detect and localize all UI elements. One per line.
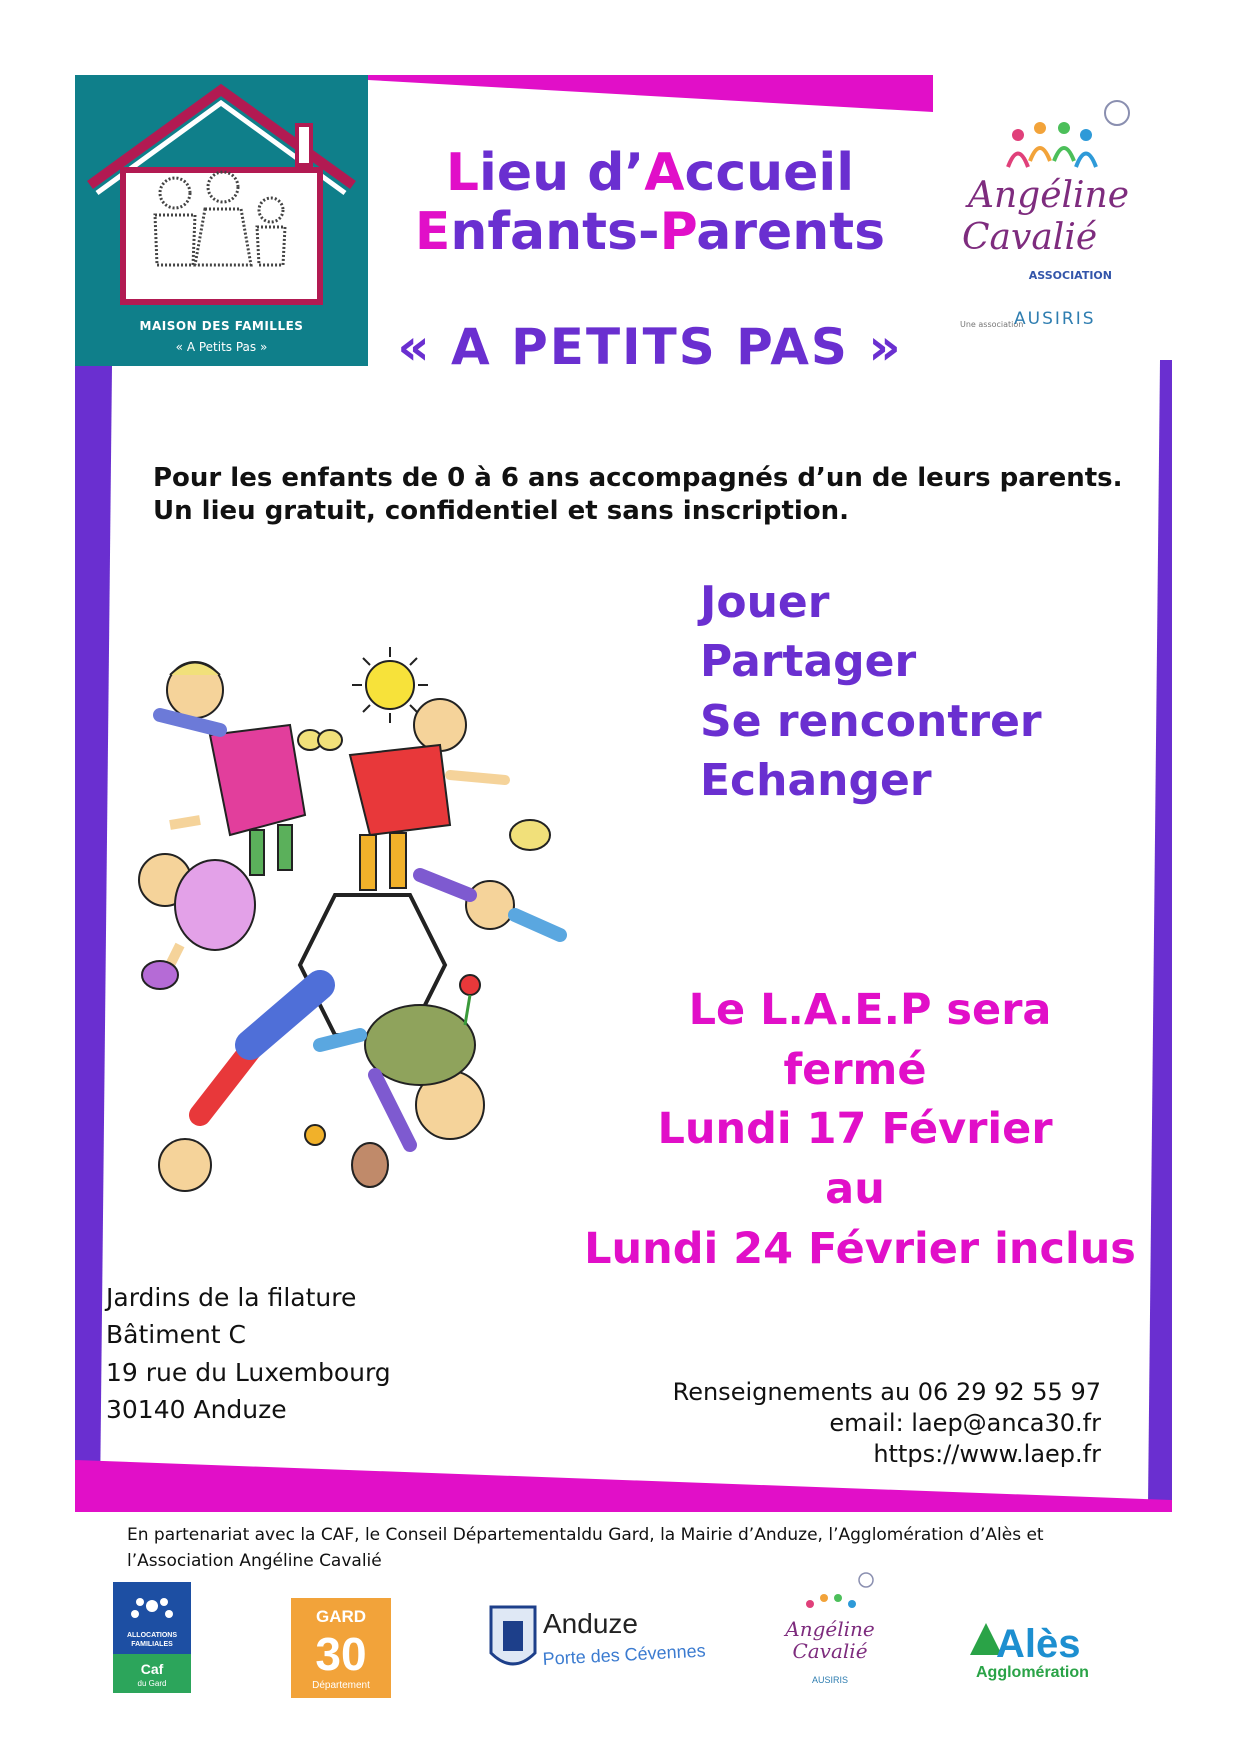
gard-top: GARD [315,1607,367,1626]
title-line-1 [370,143,930,203]
title-initial: P [659,202,697,262]
address-line: Bâtiment C [106,1320,247,1349]
logo-subtitle: « A Petits Pas » [175,340,268,354]
title-text: ccueil [684,143,855,203]
small-logo-ausiris: AUSIRIS [811,1675,849,1685]
association-name-line-1: Angéline [968,175,1130,216]
caf-line-3: Caf [140,1661,164,1677]
page-subtitle: « A PETITS PAS » [397,318,903,376]
closure-notice-line: Lundi 24 Février inclus [584,1224,1136,1274]
small-logo-name-2: Cavalié [792,1639,868,1663]
association-small-text: Une association [960,320,1024,329]
ausiris-label: AUSIRIS [1014,309,1096,329]
anduze-name: Anduze [543,1608,638,1639]
address-line: 19 rue du Luxembourg [106,1358,391,1387]
verb-item: Echanger [700,755,932,806]
partners-text-line-2: l’Association Angéline Cavalié [127,1551,382,1571]
logo-name: MAISON DES FAMILLES [139,319,304,333]
intro-line-2: Un lieu gratuit, confidentiel et sans inscription. [153,496,850,526]
contact-website[interactable]: https://www.laep.fr [873,1440,1101,1468]
closure-notice-line: Lundi 17 Février [657,1104,1053,1154]
caf-line-4: du Gard [137,1679,167,1688]
caf-line-1: ALLOCATIONS [126,1632,178,1639]
association-label: ASSOCIATION [1028,269,1112,282]
intro-line-1: Pour les enfants de 0 à 6 ans accompagnés d’un de leurs parents. [153,463,1123,493]
angeline-cavalie-logo [952,95,1132,345]
contact-phone: Renseignements au 06 29 92 55 97 [672,1378,1101,1406]
association-name-line-2: Cavalié [962,217,1098,258]
contact-email[interactable]: email: laep@anca30.fr [829,1409,1101,1437]
title-initial: E [414,202,451,262]
title-line-2 [370,202,930,262]
title-initial: A [644,143,685,203]
anduze-logo [487,1603,712,1678]
verb-item: Se rencontrer [700,696,1042,747]
partners-text-line-1: En partenariat avec la CAF, le Conseil Départementaldu Gard, la Mairie d’Anduze, l’Agglomération d’Alès et [127,1525,1044,1545]
caf-line-2: FAMILIALES [131,1641,173,1648]
gard-bottom: Département [312,1680,370,1691]
gard-number: 30 [315,1628,367,1680]
ales-name: Alès [996,1622,1081,1666]
gard-departement-logo [291,1598,391,1698]
verb-item: Partager [700,636,917,687]
closure-notice-line: fermé [783,1045,927,1095]
angeline-cavalie-small-logo [780,1568,880,1688]
title-initial: L [445,143,480,203]
title-text: arents [696,202,886,262]
verb-item: Jouer [700,577,830,628]
anduze-tag: Porte des Cévennes [542,1640,707,1669]
ales-agglomeration-logo [966,1615,1106,1685]
ales-tag: Agglomération [976,1664,1089,1681]
title-text: nfants- [450,202,660,262]
closure-notice-line: Le L.A.E.P sera [688,985,1052,1035]
closure-notice-line: au [825,1164,885,1214]
maison-des-familles-logo [75,75,368,366]
small-logo-name-1: Angéline [785,1617,875,1641]
address-line: 30140 Anduze [106,1395,287,1424]
title-text: ieu d’ [479,143,645,203]
caf-logo [113,1582,191,1693]
children-circle-illustration [120,645,590,1225]
address-line: Jardins de la filature [106,1283,357,1312]
